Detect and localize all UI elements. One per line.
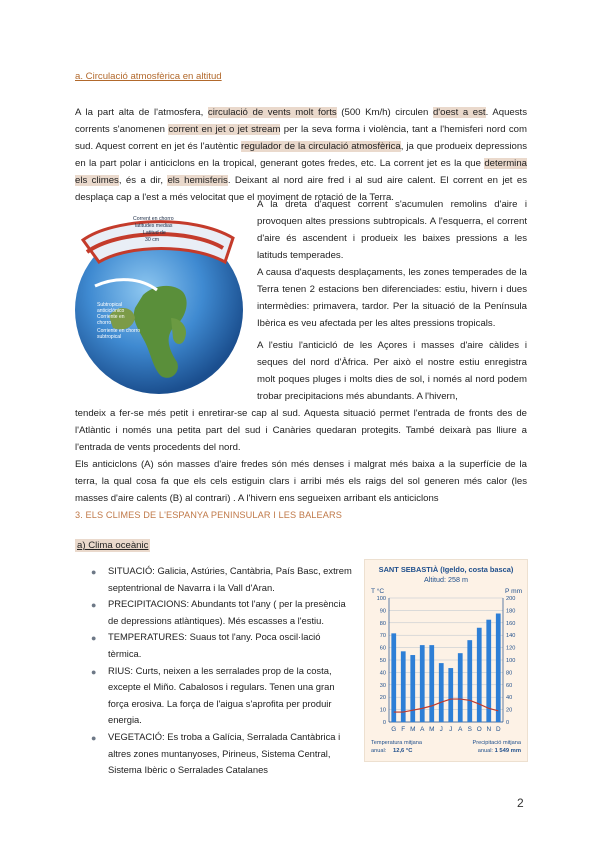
highlighted-phrase: circulació de vents molt forts [207, 107, 337, 118]
text-segment: per la seva forma i violència, tant a l'hemisferi nord com sud. Aquest corrent en jet és l'autèntic [75, 124, 527, 152]
list-item-text: VEGETACIÓ: Es troba a Galícia, Serralada Cantàbrica i altres zones muntanyoses, Pirineus, Sistema Central, Sistema Ibèric o Serralades Catalanes [108, 730, 341, 776]
list-item-text: PRECIPITACIONS: Abundants tot l'any ( per la presència de depressions atlàntiques). Més escasses a l'estiu. [108, 598, 346, 626]
highlighted-phrase: determina els climes [75, 158, 527, 186]
x-tick-label: G [391, 726, 397, 733]
globe-label-left-6: subtropical [97, 334, 122, 340]
footer-precip-label-2: anual: [477, 748, 493, 754]
footer-precip-label-1: Precipitació mitjana [472, 740, 521, 746]
list-item [88, 663, 356, 729]
oceanic-climate-heading: a) Clima oceànic [77, 540, 149, 551]
y-left-tick-label: 100 [376, 596, 386, 602]
y-right-tick-label: 0 [506, 720, 510, 726]
text-segment: . Deixant al nord aire fred i al sud aire calent. El corrent en jet es desplaça cap a l'est a més velocitat que el moviment de rotació de la Terra. [75, 175, 527, 203]
precipitation-bar [410, 655, 415, 722]
globe-label-top-3: Latitud de [143, 230, 166, 236]
y-left-tick-label: 60 [379, 645, 386, 652]
globe-svg [73, 200, 249, 398]
y-right-tick-label: 140 [506, 633, 516, 640]
paragraph-anticyclones: Els anticiclons (A) són masses d'aire fredes són més denses i malgrat més baixa a la superfície de la terra, la qual cosa fa que els cels estiguin clars i arribi més els raigs del sol generen més calor (les masses d'aire calents (B) al contrari) . A l'hivern ens segueixen arribant els anticiclons [75, 459, 527, 504]
x-tick-label: M [429, 726, 435, 733]
precipitation-bar [448, 668, 453, 722]
y-left-tick-label: 80 [379, 620, 386, 627]
y-left-tick-label: 20 [379, 695, 386, 702]
x-tick-label: A [458, 726, 463, 733]
x-tick-label: N [486, 726, 492, 733]
highlighted-phrase: d'oest a est [432, 107, 486, 118]
list-item [88, 596, 356, 629]
precipitation-bar [420, 645, 425, 722]
y-left-tick-label: 0 [382, 720, 386, 726]
section-heading: 3. ELS CLIMES DE L'ESPANYA PENINSULAR I LES BALEARS [75, 510, 342, 520]
precipitation-bar [467, 640, 472, 722]
x-tick-label: D [495, 726, 501, 733]
globe-label-left-5: Corriente en chorro [97, 328, 141, 334]
y-right-tick-label: 40 [506, 695, 513, 702]
plot-area [377, 596, 516, 733]
y-right-tick-label: 20 [506, 707, 513, 714]
y-left-tick-label: 40 [379, 670, 386, 677]
bullet-icon: ● [91, 732, 97, 743]
footer-precip-value: 1 549 mm [494, 748, 521, 754]
y-right-tick-label: 80 [506, 670, 513, 677]
list-item [88, 629, 356, 662]
x-tick-label: M [410, 726, 416, 733]
y-right-tick-label: 200 [506, 596, 516, 602]
y-right-tick-label: 60 [506, 682, 513, 689]
climograph [364, 559, 528, 762]
y-left-tick-label: 50 [379, 658, 386, 664]
x-tick-label: S [467, 726, 472, 733]
bullet-icon: ● [91, 600, 97, 611]
subsection-heading: a. Circulació atmosfèrica en altitud [75, 71, 222, 82]
climograph-svg [365, 560, 527, 761]
bullet-icon: ● [91, 666, 97, 677]
temperature-line [394, 699, 499, 712]
list-item-text: TEMPERATURES: Suaus tot l'any. Poca oscil·lació tèrmica. [108, 631, 321, 659]
paragraph-right-3: A l'estiu l'anticicló de les Açores i masses d'aire càlides i seques del nord d'Àfrica. Per això el nostre estiu enregistra molt poques pluges i molts dies de sol, i només al nord podem trobar precipitacions més abundants. A l'hivern, [257, 340, 527, 402]
y-axis-left-label: T °C [371, 588, 385, 595]
x-tick-label: J [449, 726, 453, 733]
globe-label-left-4: chorro [97, 320, 112, 326]
list-item [88, 729, 356, 779]
x-tick-label: F [401, 726, 406, 733]
precipitation-bar [496, 614, 501, 723]
text-segment: , ja que produeix depressions en la part polar i anticiclons en la tropical, generant gotes fredes, etc. La corrent jet es la que [75, 141, 527, 169]
chart-title: SANT SEBASTIÀ (Igeldo, costa basca) [378, 565, 514, 574]
paragraph-right-2: A causa d'aquests desplaçaments, les zones temperades de la Terra tenen 2 estacions ben diferenciades: estiu, hivern i dues intermèdies: primavera, tardor. Per la situació de la Península Ibèrica es veu afectada per les altes pressions tropicals. [257, 267, 527, 329]
list-item [88, 563, 356, 596]
text-segment: , és a dir, [118, 175, 168, 186]
x-tick-label: J [439, 726, 443, 733]
precipitation-bar [477, 628, 482, 722]
text-segment: . Aquests corrents s'anomenen [75, 107, 527, 135]
text-segment: (500 Km/h) circulen [336, 107, 433, 118]
x-tick-label: O [476, 726, 482, 733]
y-left-tick-label: 10 [379, 707, 386, 714]
list-item-text: SITUACIÓ: Galicia, Astúries, Cantàbria, País Basc, extrem septentrional de Navarra i la Vall d'Aran. [108, 565, 352, 593]
y-right-tick-label: 120 [506, 645, 516, 652]
globe-illustration [73, 200, 249, 398]
text-segment: A la part alta de l'atmosfera, [75, 107, 208, 118]
oceanic-climate-list [88, 563, 356, 779]
footer-temp-value: 12,6 °C [393, 748, 413, 754]
y-left-tick-label: 90 [379, 608, 386, 615]
bullet-icon: ● [91, 633, 97, 644]
paragraph-jet-stream [75, 104, 527, 206]
footer-temp-label-2: anual: [371, 748, 387, 754]
page-number: 2 [517, 796, 524, 810]
highlighted-phrase: els hemisferis [167, 175, 228, 186]
highlighted-phrase: corrent en jet o jet stream [168, 124, 281, 135]
bullet-icon: ● [91, 567, 97, 577]
precipitation-bar [486, 620, 491, 722]
y-left-tick-label: 30 [379, 682, 386, 689]
paragraph-winter: tendeix a fer-se més petit i enretirar-se cap al sud. Aquesta situació permet l'entrada de fronts des de l'Atlàntic i només una petita part del sud i Canàries quedaran protegits. També deixarà pas lliure a l'entrada de vents procedents del nord. [75, 408, 527, 453]
y-axis-right-label: P mm [505, 588, 523, 595]
list-item-text: RIUS: Curts, neixen a les serralades prop de la costa, excepte el Miño. Cabalosos i regulars. Tenen una gran força erosiva. La força de l'aigua s'aprofita per produir energia. [108, 664, 335, 726]
paragraph-right-1: A la dreta d'aquest corrent s'acumulen remolins d'aire i provoquen altes pressions subtropicals. A l'esquerra, el corrent d'aire és ascendent i produeix les baixes pressions a les latituds temperades. [257, 199, 527, 261]
chart-subtitle: Altitud: 258 m [424, 575, 468, 584]
x-tick-label: A [420, 726, 425, 733]
globe-label-top-4: 30 cm [145, 237, 160, 243]
precipitation-bar [429, 645, 434, 722]
globe-label-left-2: anticiclónico [97, 308, 125, 314]
globe-label-left-1: Subtropical [97, 302, 123, 308]
footer-temp-label-1: Temperatura mitjana [371, 740, 422, 746]
y-right-tick-label: 100 [506, 658, 516, 664]
highlighted-phrase: regulador de la circulació atmosfèrica [241, 141, 401, 152]
globe-label-top-2: latitudes medias [135, 223, 173, 229]
globe-label-top-1: Corrent en chorro [133, 216, 174, 222]
y-left-tick-label: 70 [379, 633, 386, 640]
precipitation-bar [439, 663, 444, 722]
precipitation-bar [458, 653, 463, 722]
y-right-tick-label: 180 [506, 608, 516, 615]
precipitation-bar [391, 633, 396, 722]
globe-label-left-3: Corriente en [97, 314, 125, 320]
y-right-tick-label: 160 [506, 620, 516, 627]
